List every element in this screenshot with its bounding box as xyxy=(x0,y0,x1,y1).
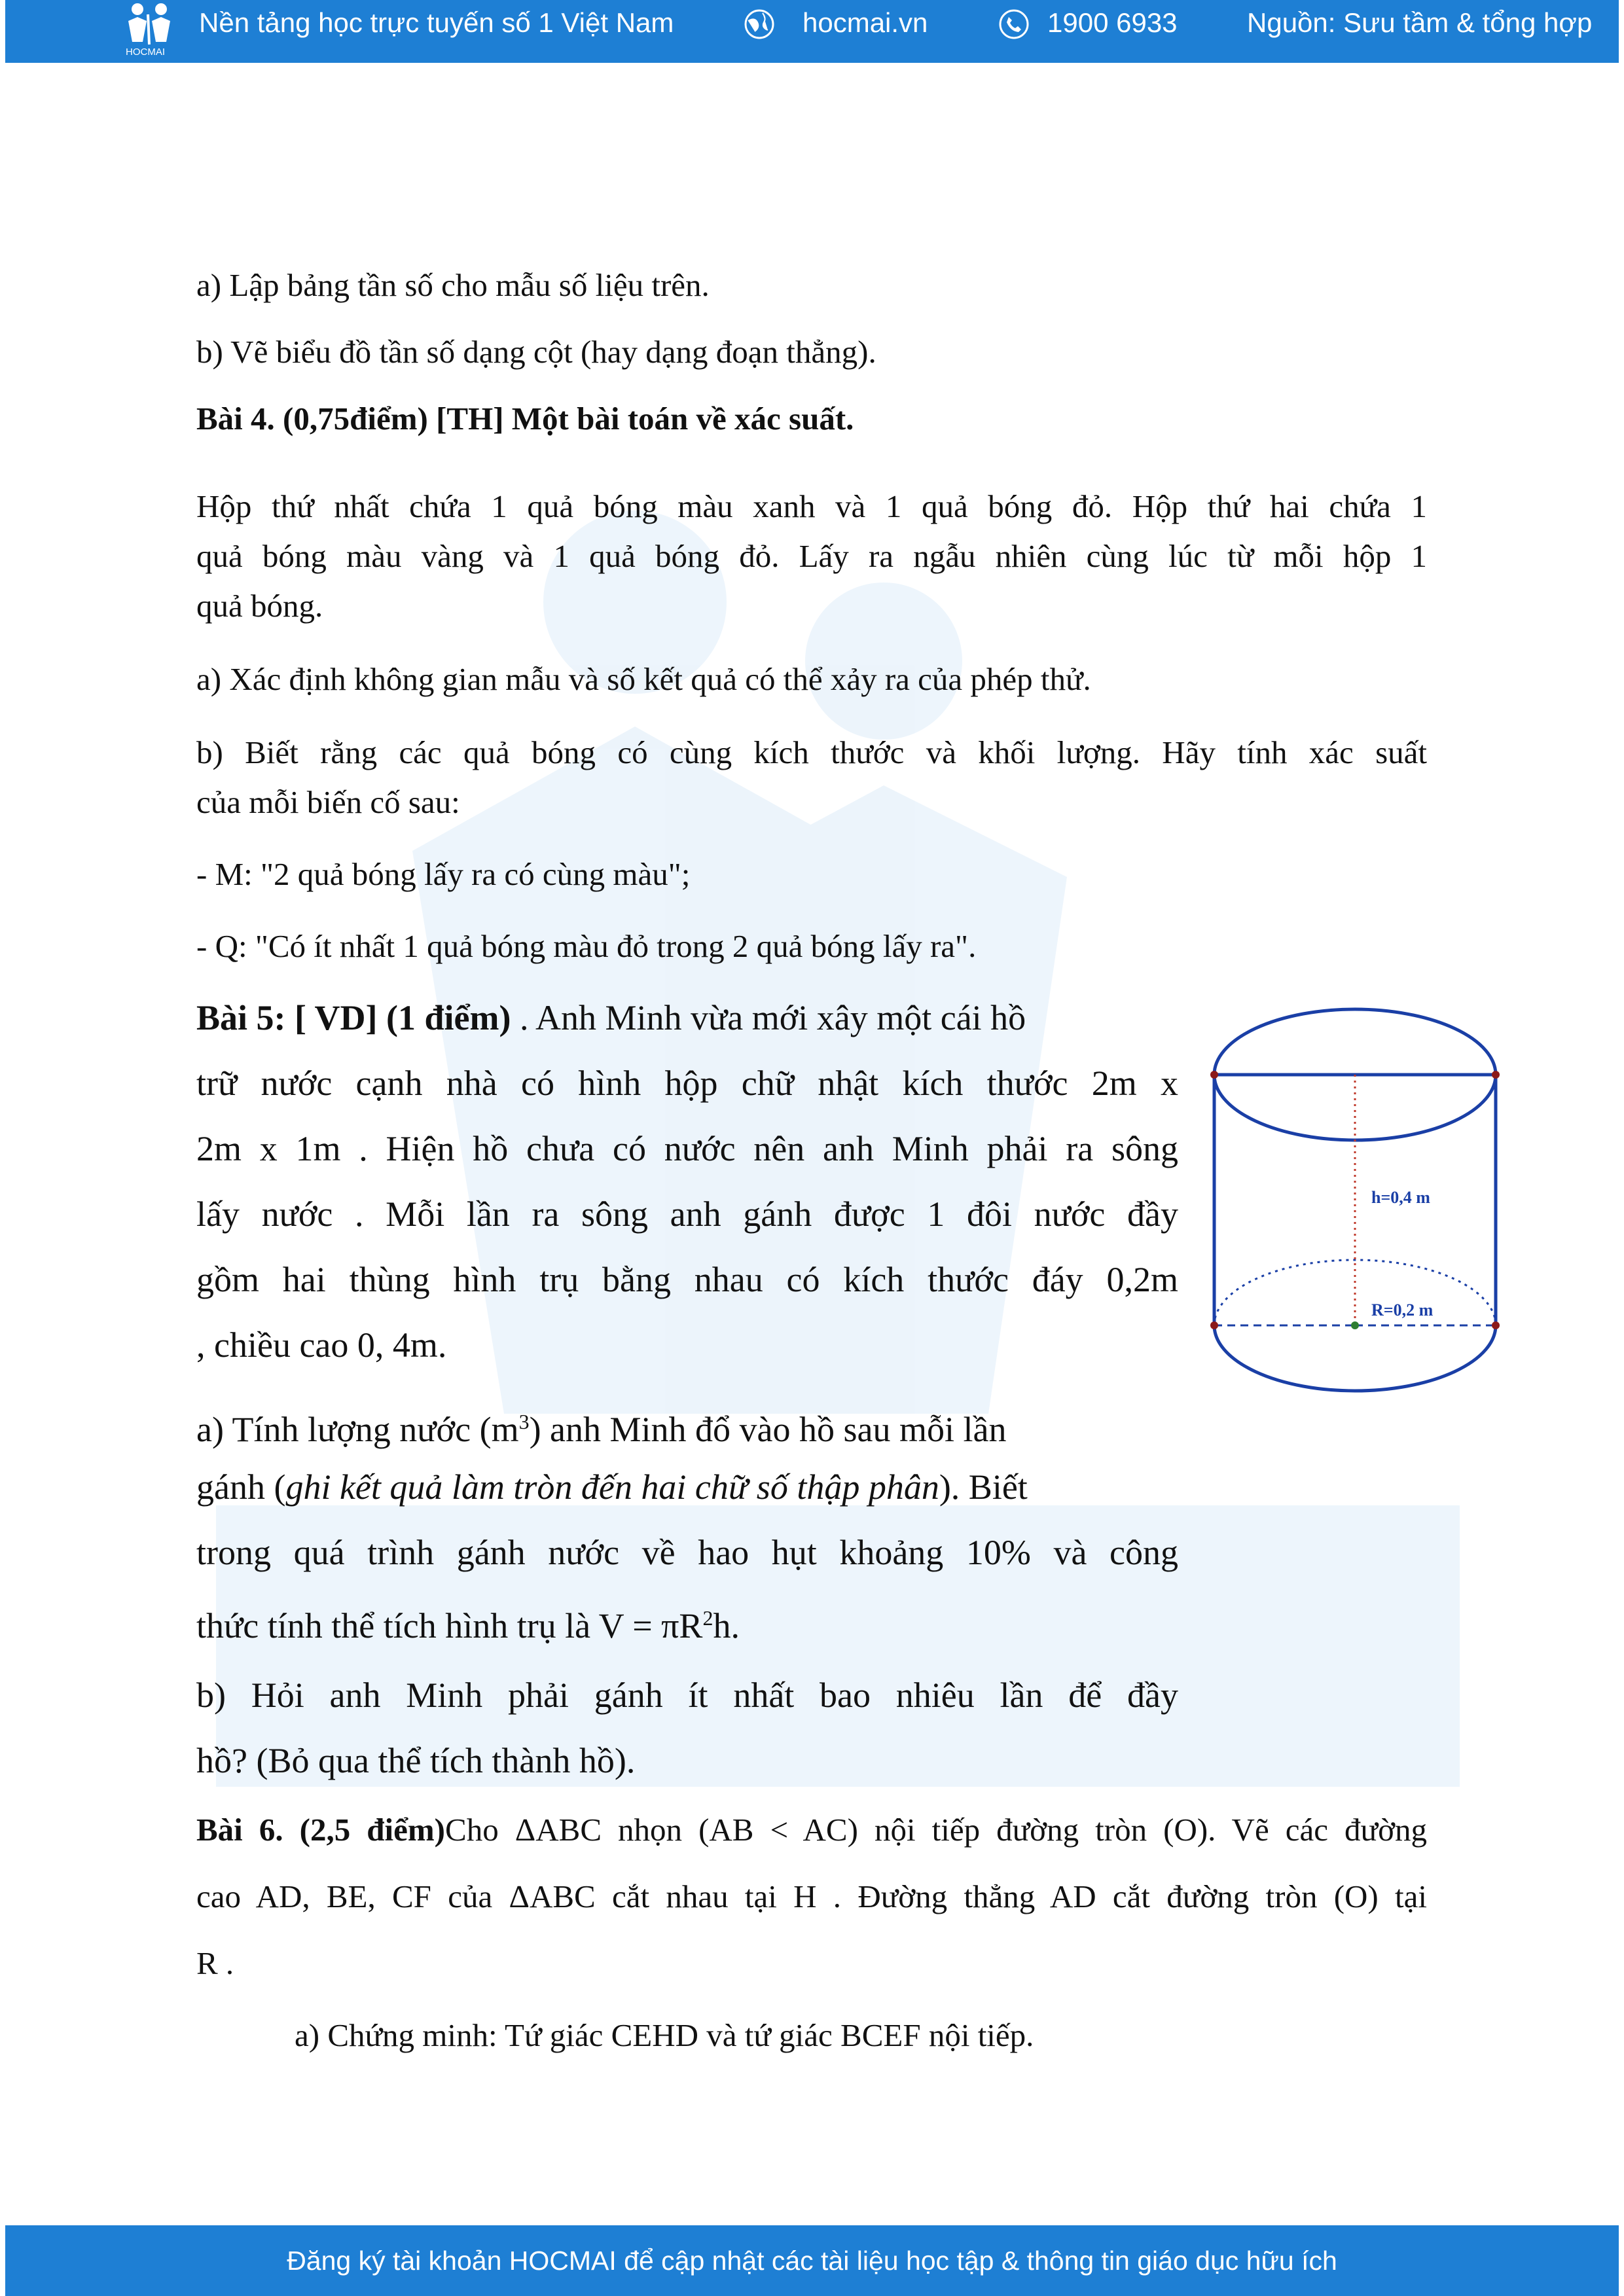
header-phone[interactable]: 1900 6933 xyxy=(1047,7,1178,38)
logo-text: HOCMAI xyxy=(126,46,165,58)
phone-icon xyxy=(998,8,1030,41)
footer-bar[interactable]: Đăng ký tài khoản HOCMAI để cập nhật các tài liệu học tập & thông tin giáo dục hữu ích xyxy=(5,2225,1619,2296)
bai4-para-2: quả bóng màu vàng và 1 quả bóng đỏ. Lấy ra ngẫu nhiên cùng lúc từ mỗi hộp 1 xyxy=(196,538,1427,574)
bai6-line-1-text: Cho ΔABC nhọn (AB < AC) nội tiếp đường tròn (O). Vẽ các đường xyxy=(445,1812,1427,1848)
header-website-link[interactable]: hocmai.vn xyxy=(803,7,928,38)
bai5-a2-italic: ghi kết quả làm tròn đến hai chữ số thập phân xyxy=(285,1467,939,1507)
bai5-question-b-1: b) Hỏi anh Minh phải gánh ít nhất bao nhiêu lần để đầy xyxy=(196,1676,1178,1715)
cylinder-figure xyxy=(1198,995,1512,1414)
bai4-title xyxy=(196,394,854,444)
cylinder-bottom-front-arc xyxy=(1214,1325,1496,1391)
bai4-event-q: - Q: "Có ít nhất 1 quả bóng màu đỏ trong 2 quả bóng lấy ra". xyxy=(196,928,977,964)
bai5-a2-part1: gánh ( xyxy=(196,1467,286,1507)
bai6-question-a: a) Chứng minh: Tứ giác CEHD và tứ giác BCEF nội tiếp. xyxy=(295,2017,1034,2053)
header-source: Nguồn: Sưu tầm & tổng hợp xyxy=(1247,7,1593,38)
hocmai-logo-icon xyxy=(123,1,189,58)
bai4-para-1: Hộp thứ nhất chứa 1 quả bóng màu xanh và 1 quả bóng đỏ. Hộp thứ hai chứa 1 xyxy=(196,488,1427,524)
bai5-question-a-2 xyxy=(196,1454,1178,1520)
bai6-title: Bài 6. (2,5 điểm) xyxy=(196,1812,446,1848)
bai6-line-2: cao AD, BE, CF của ΔABC cắt nhau tại H . Đường thẳng AD cắt đường tròn (O) tại xyxy=(196,1878,1427,1914)
bai4-title-text: Bài 4. (0,75điểm) [TH] Một bài toán về xác suất. xyxy=(196,401,854,437)
bai5-line-4: lấy nước . Mỗi lần ra sông anh gánh được 1 đôi nước đầy xyxy=(196,1194,1178,1234)
point-bottom-left xyxy=(1210,1321,1218,1329)
point-bottom-right xyxy=(1492,1321,1500,1329)
bai5-title: Bài 5: [ VD] (1 điểm) xyxy=(196,998,511,1037)
part-b-text: b) Vẽ biểu đồ tần số dạng cột (hay dạng đoạn thẳng). xyxy=(196,334,876,370)
bai6-line-3: R . xyxy=(196,1945,234,1981)
bai5-question-a-1 xyxy=(196,1389,1178,1462)
point-top-right xyxy=(1492,1071,1500,1079)
bai5-a1-part2: ) anh Minh đổ vào hồ sau mỗi lần xyxy=(529,1410,1007,1449)
part-a-text: a) Lập bảng tần số cho mẫu số liệu trên. xyxy=(196,267,710,303)
bai4-question-a: a) Xác định không gian mẫu và số kết quả có thể xảy ra của phép thử. xyxy=(196,661,1091,697)
bai5-a1-part1: a) Tính lượng nước (m xyxy=(196,1410,519,1449)
bai5-line-5: gồm hai thùng hình trụ bằng nhau có kích thước đáy 0,2m xyxy=(196,1260,1178,1299)
bai4-para-3: quả bóng. xyxy=(196,588,323,624)
bai6-line-1 xyxy=(196,1805,1427,1855)
bai5-a4-sup: 2 xyxy=(702,1606,713,1630)
bai5-question-a-4 xyxy=(196,1585,740,1659)
bai5-question-b-2: hồ? (Bỏ qua thể tích thành hồ). xyxy=(196,1741,636,1780)
point-bottom-center xyxy=(1351,1321,1359,1329)
bai5-a4-part2: h. xyxy=(713,1606,740,1645)
bai5-line-2: trữ nước cạnh nhà có hình hộp chữ nhật kích thước 2m x xyxy=(196,1064,1178,1103)
header-tagline: Nền tảng học trực tuyến số 1 Việt Nam xyxy=(199,7,674,38)
radius-label: R=0,2 m xyxy=(1371,1300,1434,1319)
bai5-question-a-3: trong quá trình gánh nước về hao hụt khoảng 10% và công xyxy=(196,1533,1178,1572)
bai5-line-3: 2m x 1m . Hiện hồ chưa có nước nên anh Minh phải ra sông xyxy=(196,1129,1178,1168)
bai5-a2-part2: ). Biết xyxy=(939,1467,1028,1507)
bai4-question-b-1: b) Biết rằng các quả bóng có cùng kích thước và khối lượng. Hãy tính xác suất xyxy=(196,734,1427,770)
bai5-a1-sup: 3 xyxy=(518,1410,530,1433)
bai5-line-6: , chiều cao 0, 4m. xyxy=(196,1325,447,1365)
bai4-question-b-2: của mỗi biến cố sau: xyxy=(196,784,460,820)
bai5-a4-part1: thức tính thể tích hình trụ là V = πR xyxy=(196,1606,703,1645)
bai4-event-m: - M: "2 quả bóng lấy ra có cùng màu"; xyxy=(196,856,691,892)
point-top-left xyxy=(1210,1071,1218,1079)
bai5-line-1-text: . Anh Minh vừa mới xây một cái hồ xyxy=(511,998,1026,1037)
globe-icon xyxy=(743,8,776,41)
bai5-line-1 xyxy=(196,985,1178,1050)
header-bar xyxy=(5,0,1619,63)
height-label: h=0,4 m xyxy=(1371,1188,1430,1207)
